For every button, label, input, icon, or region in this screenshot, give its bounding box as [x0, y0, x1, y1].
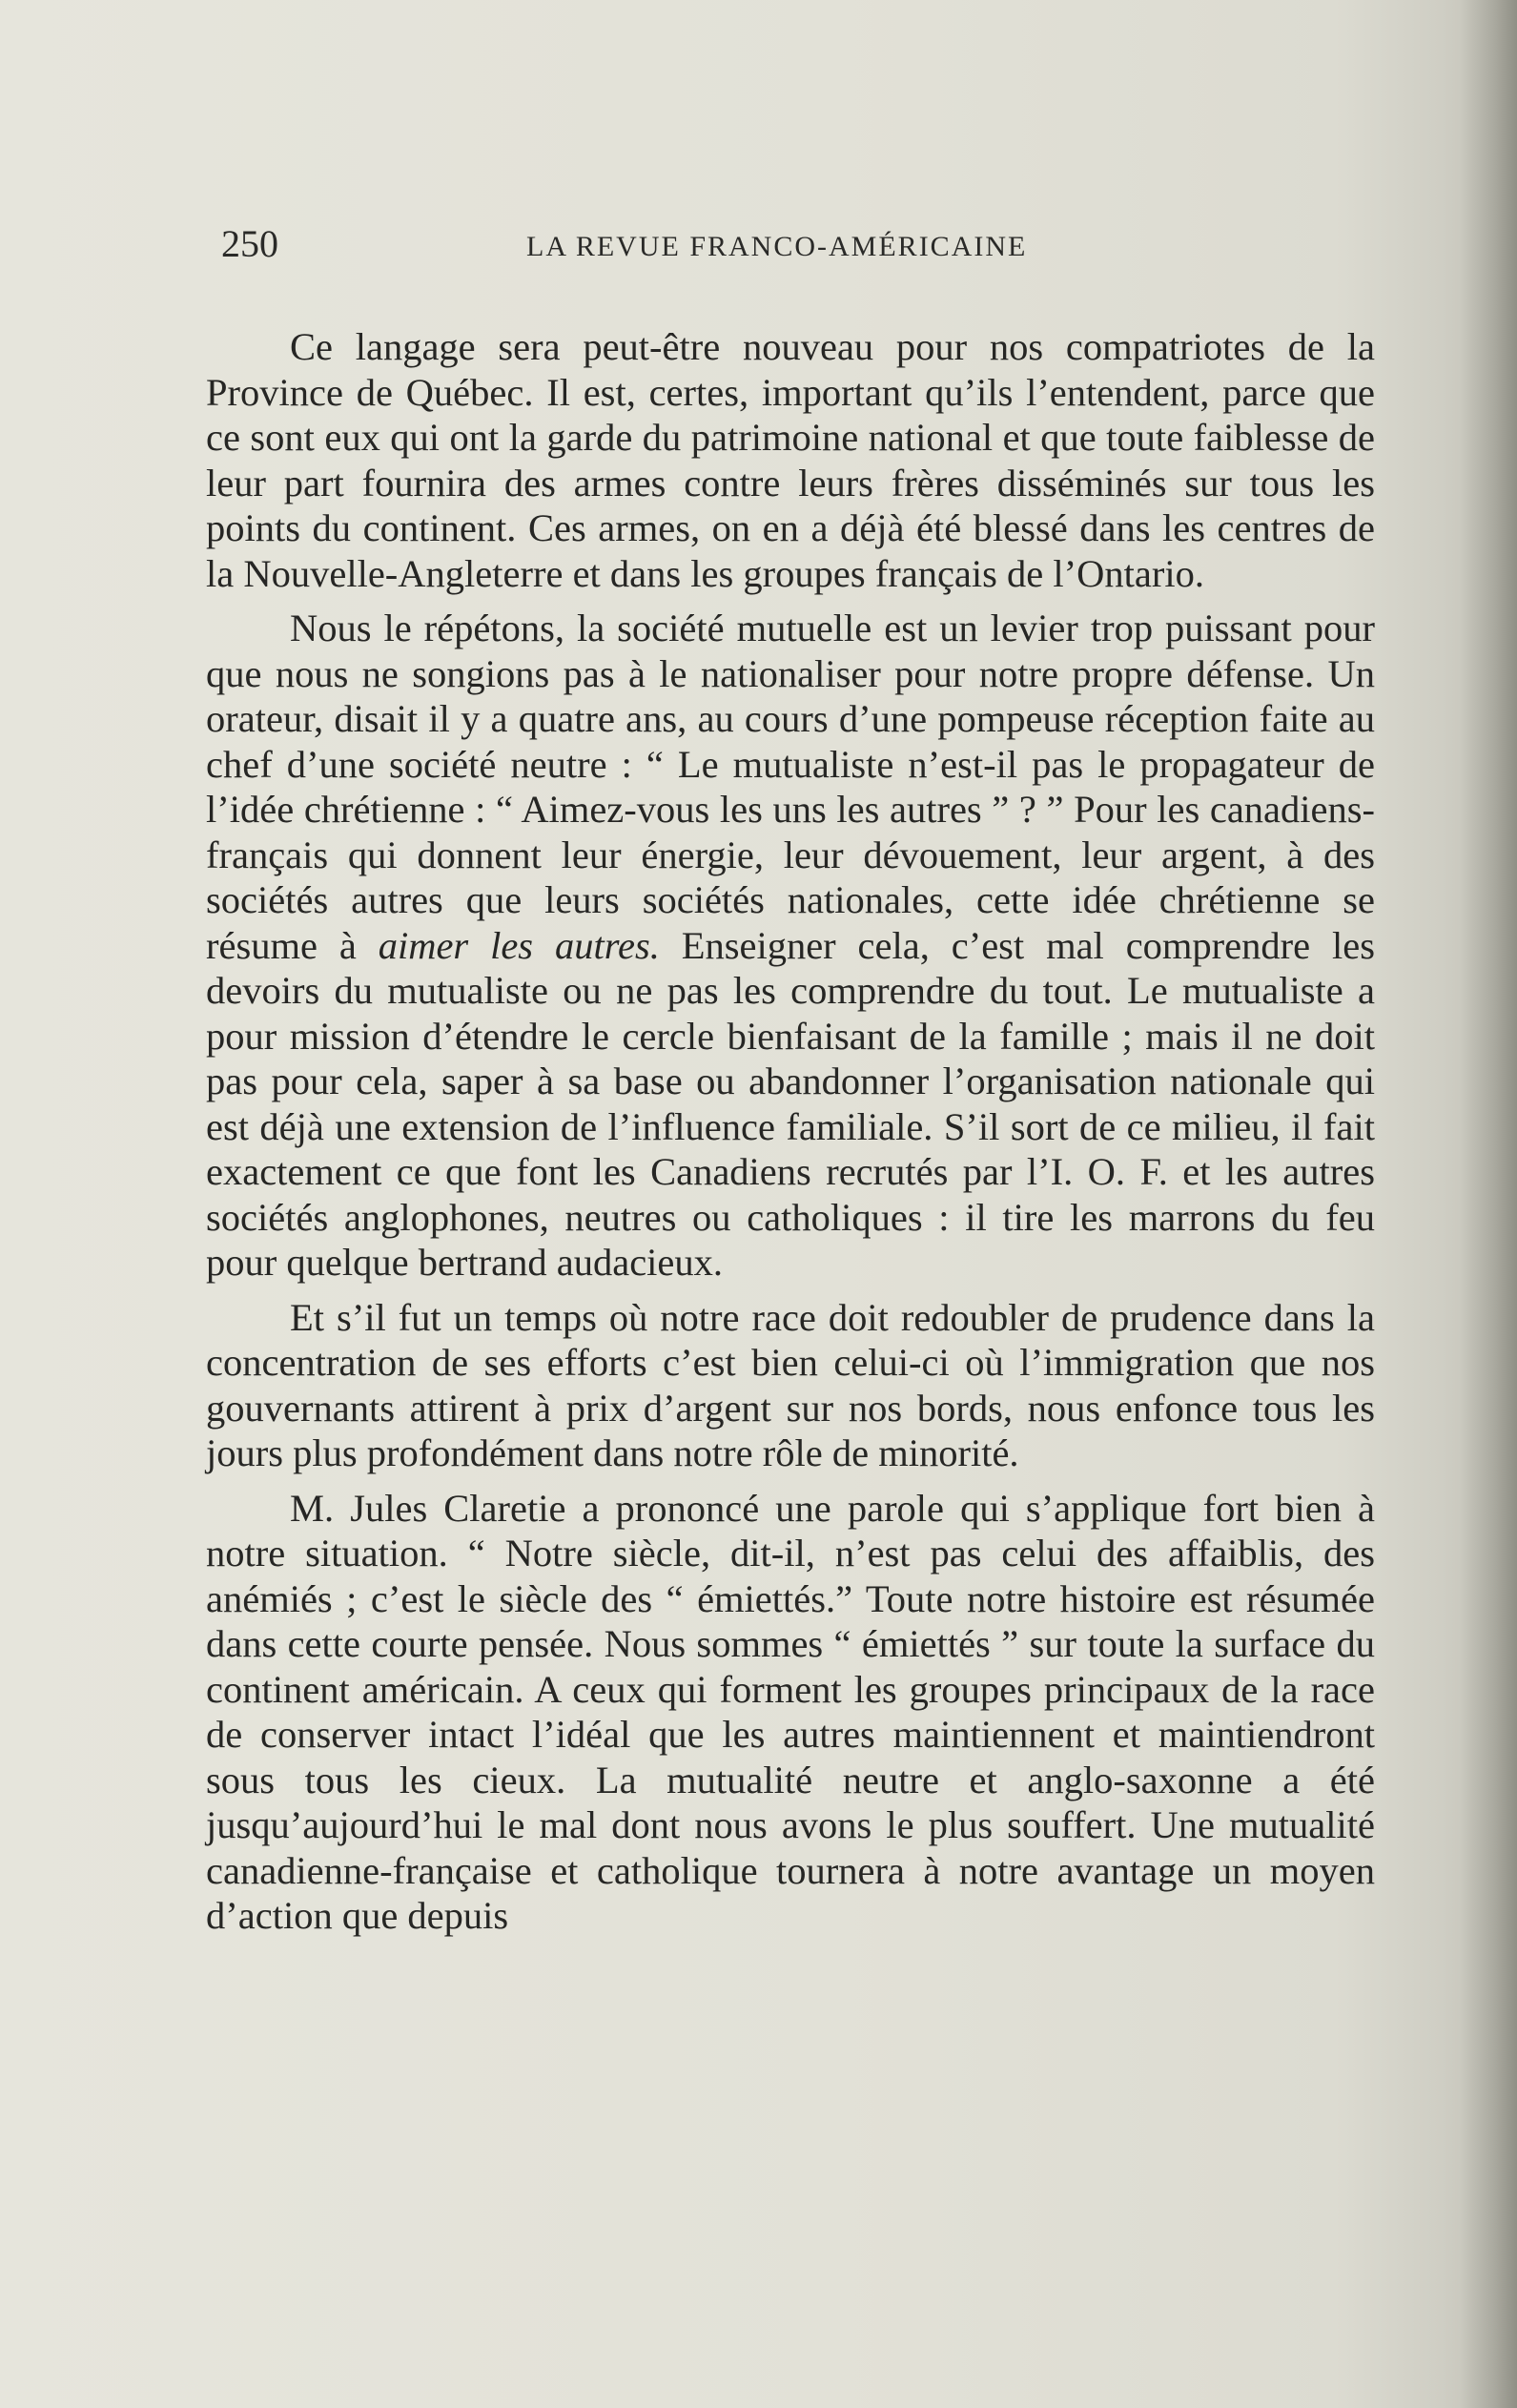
paragraph-2-text-end: Enseigner cela, c’est mal comprendre les devoirs du mutualiste ou ne pas les comprendre du tout. Le mutualiste a pour mission d’étendre le cercle bienfaisant de la famille ; mais il ne doit pas pour cela, saper à sa base ou abandonner l’organisation nationale qui est déjà une extension de l’influence familiale. S’il sort de ce milieu, il fait exactement ce que font les Canadiens recrutés par l’I. O. F. et les autres sociétés anglophones, neutres ou catholiques : il tire les marrons du feu pour quelque bertrand audacieux. [206, 923, 1375, 1284]
paragraph-4: M. Jules Claretie a prononcé une parole qui s’applique fort bien à notre situation. “ Notre siècle, dit-il, n’est pas celui des affaiblis, des anémiés ; c’est le siècle des “ émiettés.” Toute notre histoire est résumée dans cette courte pensée. Nous sommes “ émiettés ” sur toute la surface du continent américain. A ceux qui forment les groupes principaux de la race de conserver intact l’idéal que les autres maintiennent et maintiendront sous tous les cieux. La mutualité neutre et anglo-saxonne a été jusqu’aujourd’hui le mal dont nous avons le plus souffert. Une mutualité canadienne-française et catholique tournera à notre avantage un moyen d’action que depuis [206, 1486, 1375, 1937]
page-gutter-shadow [1460, 0, 1517, 2408]
paragraph-2-italic-phrase: aimer les autres. [378, 923, 660, 967]
page-number: 250 [221, 222, 278, 265]
running-title: LA REVUE FRANCO-AMÉRICAINE [526, 231, 1028, 262]
paragraph-3: Et s’il fut un temps où notre race doit redoubler de prudence dans la concentration de ses efforts c’est bien celui-ci où l’immigration que nos gouvernants attirent à prix d’argent sur nos bords, nous enfonce tous les jours plus profondément dans notre rôle de minorité. [206, 1295, 1375, 1474]
paragraph-2-text-start: Nous le répétons, la société mutuelle est un levier trop puissant pour que nous ne songions pas à le nationaliser pour notre propre défense. Un orateur, disait il y a quatre ans, au cours d’une pompeuse réception faite au chef d’une société neutre : “ Le mutualiste n’est-il pas le propagateur de l’idée chrétienne : “ Aimez-vous les uns les autres ” ? ” Pour les canadiens-français qui donnent leur énergie, leur dévouement, leur argent, à des sociétés autres que leurs sociétés nationales, cette idée chrétienne se résume à [206, 607, 1375, 967]
body-text [206, 324, 1375, 1948]
paragraph-2 [206, 606, 1375, 1286]
page-header [221, 221, 1380, 278]
paragraph-1: Ce langage sera peut-être nouveau pour nos compatriotes de la Province de Québec. Il est, certes, important qu’ils l’entendent, parce que ce sont eux qui ont la garde du patrimoine national et que toute faiblesse de leur part fournira des armes contre leurs frères disséminés sur tous les points du continent. Ces armes, on en a déjà été blessé dans les centres de la Nouvelle-Angleterre et dans les groupes français de l’Ontario. [206, 325, 1375, 595]
